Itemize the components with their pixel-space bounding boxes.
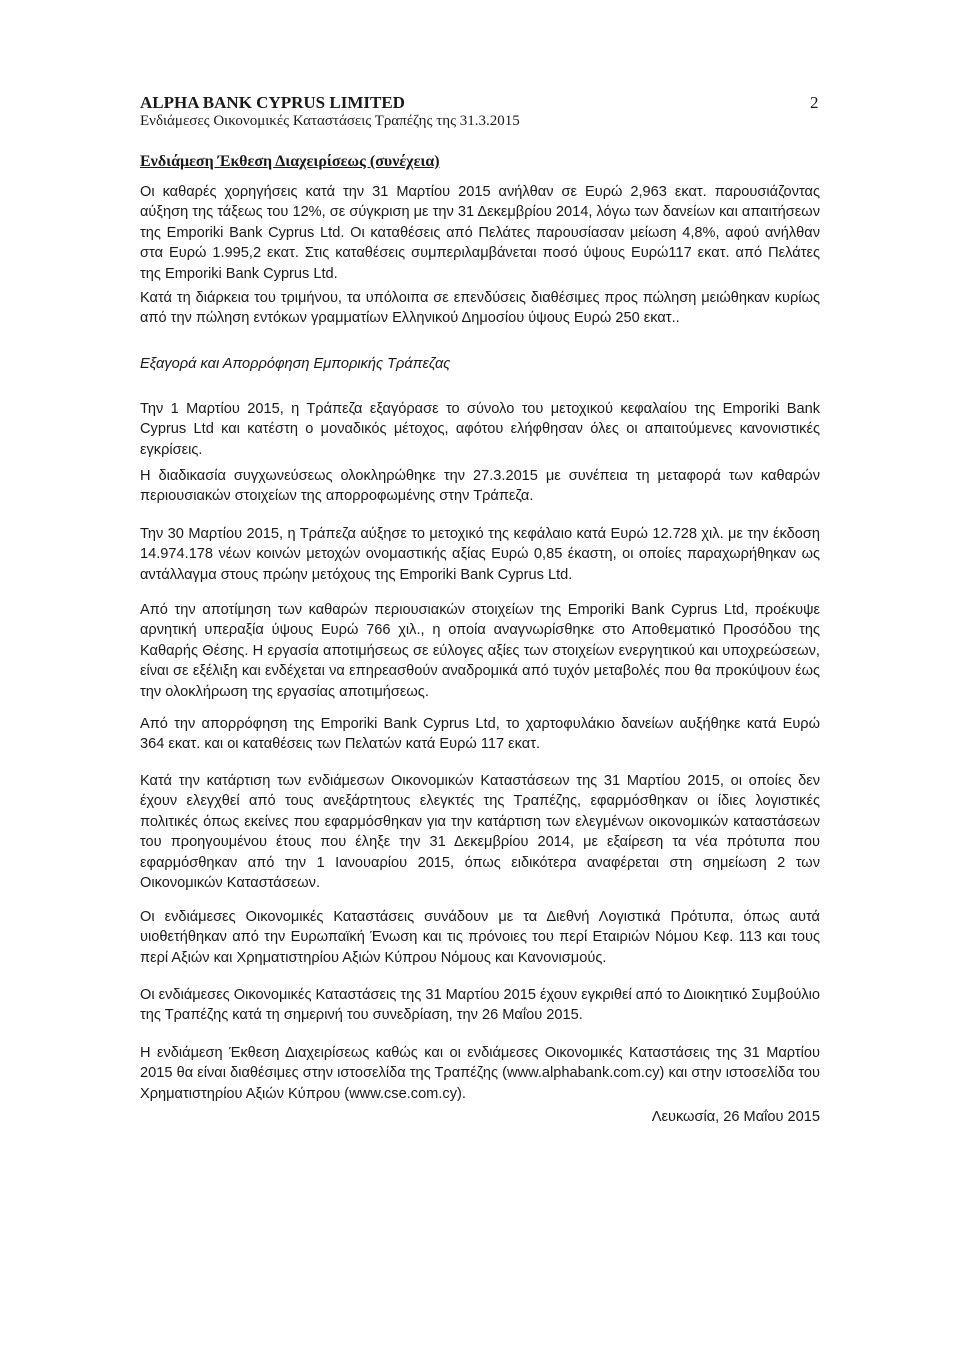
paragraph-merger: Η διαδικασία συγχωνεύσεως ολοκληρώθηκε την 27.3.2015 με συνέπεια τη μεταφορά των καθαρών περιουσιακών στοιχείων της απορροφωμένης στην Τράπεζα. (140, 468, 820, 505)
document-subtitle: Ενδιάμεσες Οικονομικές Καταστάσεις Τραπέζης της 31.3.2015 (140, 113, 520, 129)
subheading-acquisition: Εξαγορά και Απορρόφηση Εμπορικής Τράπεζας (140, 356, 451, 372)
paragraph-loan-portfolio: Από την απορρόφηση της Emporiki Bank Cyprus Ltd, το χαρτοφυλάκιο δανείων αυξήθηκε κατά Ευρώ 364 εκατ. και οι καταθέσεις των Πελατών κατά Ευρώ 117 εκατ. (140, 716, 820, 753)
paragraph-share-capital: Την 30 Μαρτίου 2015, η Τράπεζα αύξησε το μετοχικό της κεφάλαιο κατά Ευρώ 12.728 χιλ. με την έκδοση 14.974.178 νέων κοινών μετοχών ονομαστικής αξίας Ευρώ 0,85 έκαστη, οι οποίες παραχωρήθηκαν ως αντάλλαγμα στους πρώην μετόχους της Emporiki Bank Cyprus Ltd. (140, 526, 820, 583)
paragraph-investments: Κατά τη διάρκεια του τριμήνου, τα υπόλοιπα σε επενδύσεις διαθέσιμες προς πώληση μειώθηκαν κυρίως από την πώληση εντόκων γραμματίων Ελληνικού Δημοσίου ύψους Ευρώ 250 εκατ.. (140, 290, 820, 327)
paragraph-negative-goodwill: Από την αποτίμηση των καθαρών περιουσιακών στοιχείων της Emporiki Bank Cyprus Ltd, προέκυψε αρνητική υπεραξία ύψους Ευρώ 766 χιλ., η οποία αναγνωρίσθηκε στο Αποθεματικό Προσόδου της Καθαρής Θέσης. Η εργασία αποτιμήσεως σε εύλογες αξίες των στοιχείων ενεργητικού και υποχρεώσεων, είναι σε εξέλιξη και ενδέχεται να επηρεασθούν αναδρομικά από τυχόν μεταβολές που θα προκύψουν έως την ολοκλήρωση της εργασίας αποτιμήσεως. (140, 602, 820, 700)
page-number: 2 (810, 93, 819, 112)
company-name: ALPHA BANK CYPRUS LIMITED (140, 93, 405, 112)
paragraph-accounting-policies: Κατά την κατάρτιση των ενδιάμεσων Οικονομικών Καταστάσεων της 31 Μαρτίου 2015, οι οποίες δεν έχουν ελεγχθεί από τους ανεξάρτητους ελεγκτές της Τραπέζης, εφαρμόσθηκαν οι ίδιες λογιστικές πολιτικές όπως εκείνες που εφαρμόσθηκαν για την κατάρτιση των ελεγμένων οικονομικών καταστάσεων του προηγουμένου έτους που έληξε την 31 Δεκεμβρίου 2014, με εξαίρεση τα νέα πρότυπα που εφαρμόσθηκαν από την 1 Ιανουαρίου 2015, όπως ειδικότερα αναφέρεται στη σημείωση 2 των Οικονομικών Καταστάσεων. (140, 773, 820, 892)
paragraph-net-loans: Οι καθαρές χορηγήσεις κατά την 31 Μαρτίου 2015 ανήλθαν σε Ευρώ 2,963 εκατ. παρουσιάζοντας αύξηση της τάξεως του 12%, σε σύγκριση με την 31 Δεκεμβρίου 2014, λόγω των δανείων και απαιτήσεων της Emporiki Bank Cyprus Ltd. Οι καταθέσεις από Πελάτες παρουσίασαν μείωση 4,8%, αφού ανήλθαν στα Ευρώ 1.995,2 εκατ. Στις καταθέσεις συμπεριλαμβάνεται ποσό ύψους Ευρώ117 εκατ. από Πελάτες της Emporiki Bank Cyprus Ltd. (140, 184, 820, 282)
paragraph-availability: Η ενδιάμεση Έκθεση Διαχειρίσεως καθώς και οι ενδιάμεσες Οικονομικές Καταστάσεις της 31 Μαρτίου 2015 θα είναι διαθέσιμες στην ιστοσελίδα της Τραπέζης (www.alphabank.com.cy) και στην ιστοσελίδα του Χρηματιστηρίου Αξιών Κύπρου (www.cse.com.cy). (140, 1045, 820, 1102)
paragraph-standards: Οι ενδιάμεσες Οικονομικές Καταστάσεις συνάδουν με τα Διεθνή Λογιστικά Πρότυπα, όπως αυτά υιοθετήθηκαν από την Ευρωπαϊκή Ένωση και τις πρόνοιες του περί Εταιριών Νόμου Κεφ. 113 και τους περί Αξιών και Χρηματιστηρίου Αξιών Κύπρου Νόμους και Κανονισμούς. (140, 909, 820, 966)
paragraph-approval: Οι ενδιάμεσες Οικονομικές Καταστάσεις της 31 Μαρτίου 2015 έχουν εγκριθεί από το Διοικητικό Συμβούλιο της Τραπέζης κατά τη σημερινή του συνεδρίαση, την 26 Μαΐου 2015. (140, 987, 821, 1024)
paragraph-acquisition: Την 1 Μαρτίου 2015, η Τράπεζα εξαγόρασε το σύνολο του μετοχικού κεφαλαίου της Emporiki Bank Cyprus Ltd και κατέστη ο μοναδικός μέτοχος, αφότου ελήφθησαν όλες οι απαιτούμενες κανονιστικές εγκρίσεις. (140, 401, 820, 458)
place-and-date: Λευκωσία, 26 Μαΐου 2015 (651, 1109, 820, 1125)
section-heading: Ενδιάμεση Έκθεση Διαχειρίσεως (συνέχεια) (140, 153, 440, 170)
